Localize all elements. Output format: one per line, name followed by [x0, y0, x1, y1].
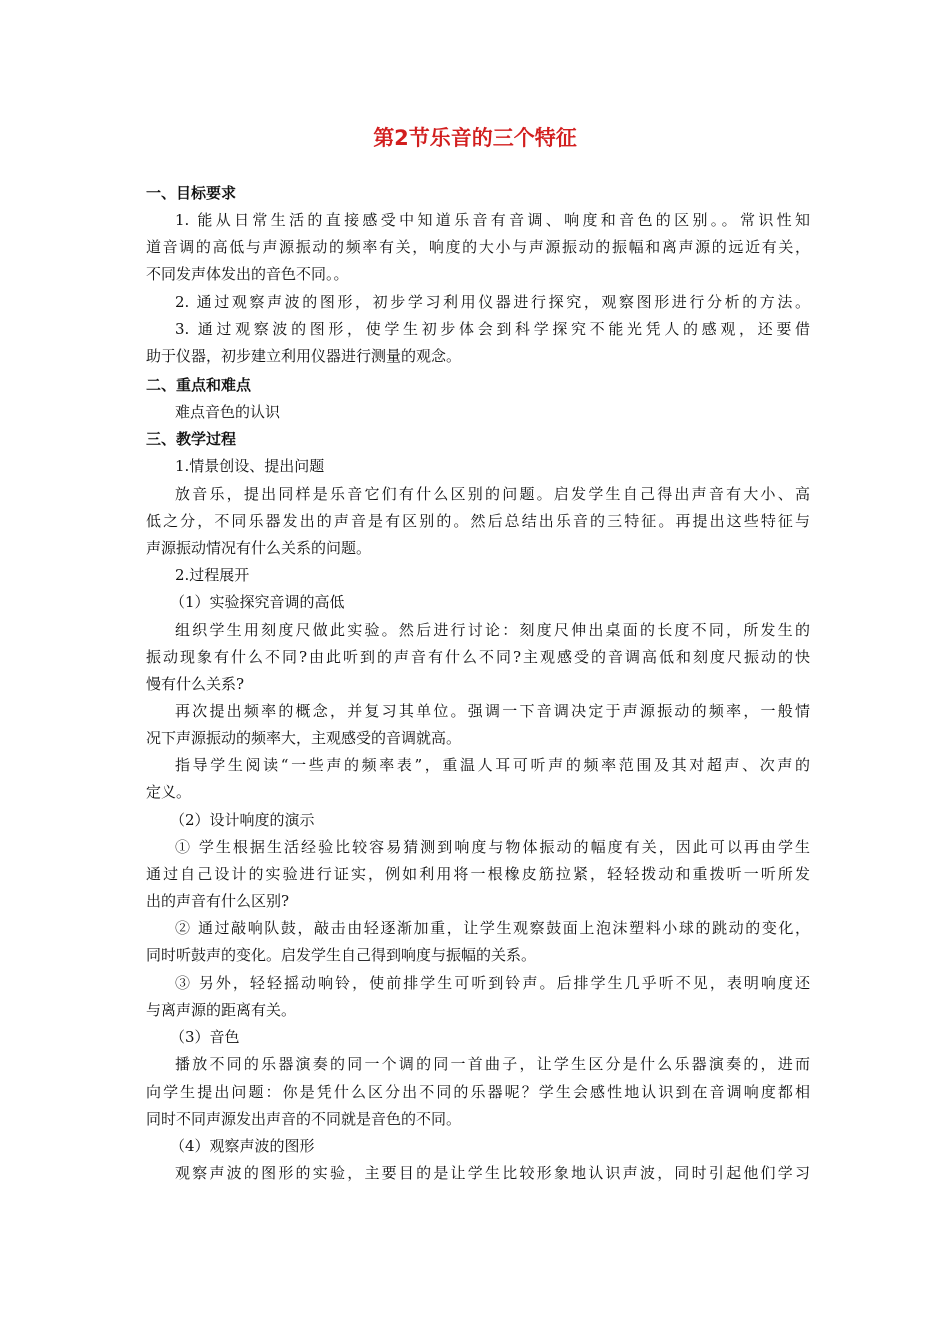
pitch-line-2: 振动现象有什么不同?由此听到的声音有什么不同?主观感受的音调高低和刻度尺振动的快: [146, 648, 810, 666]
waveform-line-1: 观察声波的图形的实验，主要目的是让学生比较形象地认识声波，同时引起他们学习: [175, 1164, 810, 1182]
loudness-1-line-3: 出的声音有什么区别?: [146, 892, 290, 910]
goal-1-line-1: 1. 能从日常生活的直接感受中知道乐音有音调、响度和音色的区别。。常识性知: [175, 211, 810, 229]
section-heading-key-points: 二、重点和难点: [146, 376, 252, 394]
scenario-line-2: 低之分，不同乐器发出的声音是有区别的。然后总结出乐音的三特征。再提出这些特征与: [146, 512, 810, 530]
goal-1-line-3: 不同发声体发出的音色不同。。: [146, 265, 349, 283]
subheading-process: 2.过程展开: [175, 566, 250, 584]
loudness-1-line-2: 通过自己设计的实验进行证实，例如利用将一根橡皮筋拉紧，轻轻拨动和重拨听一听所发: [146, 865, 810, 883]
pitch-line-3: 慢有什么关系?: [146, 675, 245, 693]
loudness-1-line-1: ① 学生根据生活经验比较容易猜测到响度与物体振动的幅度有关，因此可以再由学生: [175, 838, 810, 856]
scenario-line-3: 声源振动情况有什么关系的问题。: [146, 539, 372, 557]
loudness-3-line-2: 与离声源的距离有关。: [146, 1001, 297, 1019]
frequency-table-line-1: 指导学生阅读“一些声的频率表”，重温人耳可听声的频率范围及其对超声、次声的: [175, 756, 810, 774]
frequency-line-1: 再次提出频率的概念，并复习其单位。强调一下音调决定于声源振动的频率，一般情: [175, 702, 810, 720]
timbre-line-1: 播放不同的乐器演奏的同一个调的同一首曲子，让学生区分是什么乐器演奏的，进而: [175, 1055, 810, 1073]
timbre-line-3: 同时不同声源发出声音的不同就是音色的不同。: [146, 1110, 462, 1128]
goal-3-line-2: 助于仪器，初步建立利用仪器进行测量的观念。: [146, 347, 462, 365]
loudness-2-line-2: 同时听鼓声的变化。启发学生自己得到响度与振幅的关系。: [146, 946, 537, 964]
subheading-scenario: 1.情景创设、提出问题: [175, 457, 325, 475]
subheading-waveform: （4）观察声波的图形: [170, 1137, 315, 1155]
scenario-line-1: 放音乐，提出同样是乐音它们有什么区别的问题。启发学生自己得出声音有大小、高: [175, 485, 810, 503]
loudness-3-line-1: ③ 另外，轻轻摇动响铃，使前排学生可听到铃声。后排学生几乎听不见，表明响度还: [175, 974, 810, 992]
frequency-line-2: 况下声源振动的频率大，主观感受的音调就高。: [146, 729, 462, 747]
document-title: 第2节乐音的三个特征: [373, 126, 577, 150]
goal-1-line-2: 道音调的高低与声源振动的频率有关，响度的大小与声源振动的振幅和离声源的远近有关，: [146, 238, 810, 256]
subheading-pitch: （1）实验探究音调的高低: [170, 593, 345, 611]
pitch-line-1: 组织学生用刻度尺做此实验。然后进行讨论：刻度尺伸出桌面的长度不同，所发生的: [175, 621, 810, 639]
goal-2-line: 2. 通过观察声波的图形，初步学习利用仪器进行探究，观察图形进行分析的方法。: [175, 293, 810, 311]
frequency-table-line-2: 定义。: [146, 783, 192, 801]
section-heading-goals: 一、目标要求: [146, 184, 237, 202]
timbre-line-2: 向学生提出问题：你是凭什么区分出不同的乐器呢？学生会感性地认识到在音调响度都相: [146, 1083, 810, 1101]
goal-3-line-1: 3. 通过观察波的图形，使学生初步体会到科学探究不能光凭人的感观，还要借: [175, 320, 810, 338]
subheading-loudness: （2）设计响度的演示: [170, 811, 315, 829]
section-heading-process: 三、教学过程: [146, 430, 237, 448]
difficulty-line: 难点音色的认识: [175, 403, 281, 421]
loudness-2-line-1: ② 通过敲响队鼓，敲击由轻逐渐加重，让学生观察鼓面上泡沫塑料小球的跳动的变化，: [175, 919, 810, 937]
subheading-timbre: （3）音色: [170, 1028, 240, 1046]
